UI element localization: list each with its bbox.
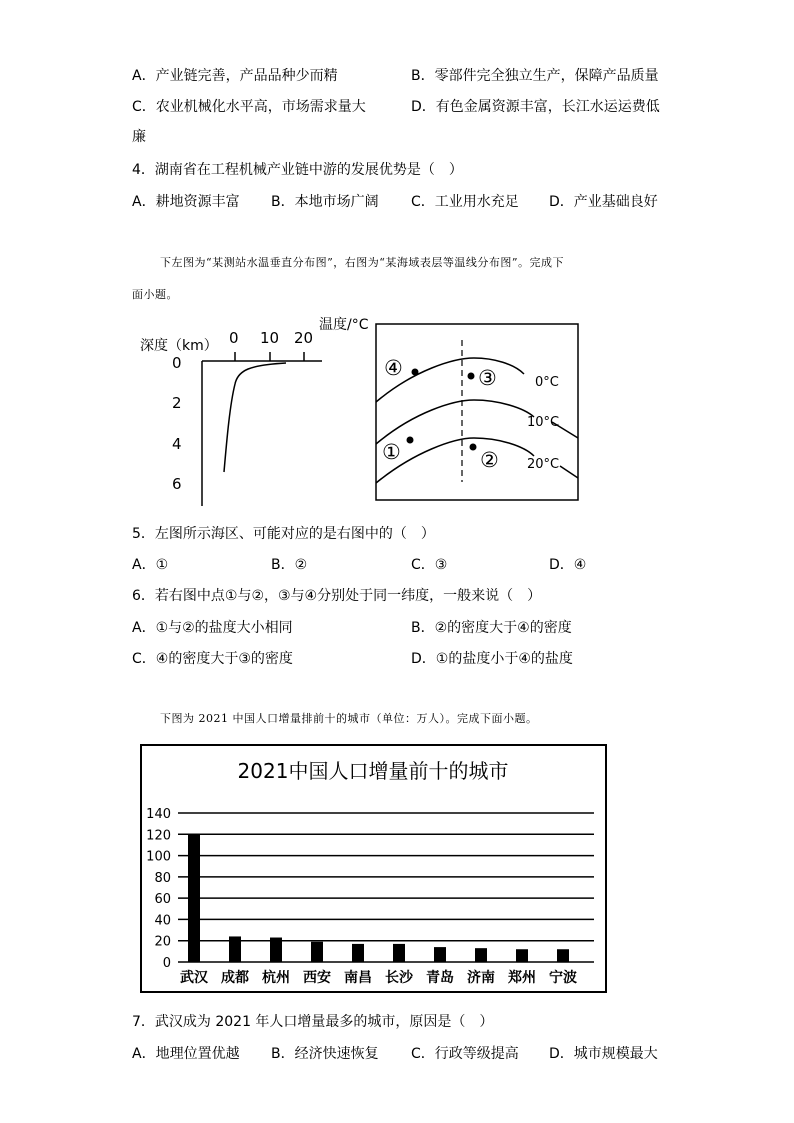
temp-tick-0: 0 <box>229 329 239 347</box>
point-1-label: ① <box>382 440 401 464</box>
point-2-label: ② <box>480 448 499 472</box>
q5-option-b: B．② <box>271 557 308 573</box>
q7-option-c: C．行政等级提高 <box>411 1046 519 1062</box>
y-tick-label: 120 <box>146 828 171 844</box>
q3-option-a: A．产业链完善，产品品种少而精 <box>132 68 338 84</box>
x-category-label: 青岛 <box>426 970 454 986</box>
population-increase-bar-chart <box>140 744 608 994</box>
q4-option-a: A．耕地资源丰富 <box>132 194 240 210</box>
intro-paragraph-line1: 下左图为“某测站水温垂直分布图”，右图为“某海域表层等温线分布图”。完成下 <box>160 256 564 269</box>
point-2-dot <box>470 444 477 451</box>
y-tick-label: 20 <box>154 934 171 950</box>
q7-option-d: D．城市规模最大 <box>549 1046 658 1062</box>
isotherm-map-frame <box>376 324 578 500</box>
y-tick-label: 100 <box>146 849 171 865</box>
isotherm-label-10: 10°C <box>527 415 560 430</box>
isotherm-label-20: 20°C <box>527 457 560 472</box>
water-temperature-profile-figure <box>130 312 380 512</box>
point-3-label: ③ <box>478 366 497 390</box>
bar <box>557 949 569 962</box>
depth-axis-label: 深度（km） <box>140 338 218 354</box>
temp-tick-10: 10 <box>260 329 280 347</box>
bar <box>393 944 405 962</box>
x-category-label: 郑州 <box>508 970 536 986</box>
y-tick-label: 40 <box>154 913 171 929</box>
chart-intro-text: 下图为 2021 中国人口增量排前十的城市（单位：万人）。完成下面小题。 <box>160 712 538 725</box>
q6-stem: 6．若右图中点①与②，③与④分别处于同一纬度，一般来说（ ） <box>132 588 542 604</box>
x-category-label: 西安 <box>303 970 331 986</box>
x-category-label: 宁波 <box>549 970 577 986</box>
bar <box>188 834 200 962</box>
chart-title: 2021中国人口增量前十的城市 <box>237 759 509 783</box>
q6-option-d: D．①的盐度小于④的盐度 <box>411 651 573 667</box>
q7-option-a: A．地理位置优越 <box>132 1046 240 1062</box>
x-category-label: 杭州 <box>262 970 290 986</box>
q3-option-d-wrap: 廉 <box>132 129 146 145</box>
q6-option-c: C．④的密度大于③的密度 <box>132 651 293 667</box>
q4-option-b: B．本地市场广阔 <box>271 194 379 210</box>
bar <box>229 936 241 962</box>
q5-option-a: A．① <box>132 557 169 573</box>
q5-option-c: C．③ <box>411 557 448 573</box>
point-4-dot <box>412 369 419 376</box>
x-category-label: 成都 <box>221 970 249 986</box>
bar <box>352 944 364 962</box>
q7-option-b: B．经济快速恢复 <box>271 1046 379 1062</box>
q6-option-b: B．②的密度大于④的密度 <box>411 620 572 636</box>
surface-isotherm-figure <box>374 322 584 504</box>
q3-option-b: B．零部件完全独立生产，保障产品质量 <box>411 68 659 84</box>
x-category-label: 武汉 <box>180 970 208 986</box>
isotherm-label-0: 0°C <box>535 375 559 390</box>
depth-tick-6: 6 <box>172 475 182 493</box>
temperature-axis-label: 温度/°C <box>319 317 369 333</box>
bar <box>311 942 323 962</box>
point-3-dot <box>468 373 475 380</box>
bar <box>516 949 528 962</box>
bar <box>475 948 487 962</box>
temperature-curve <box>224 363 286 472</box>
q3-option-d: D．有色金属资源丰富，长江水运运费低 <box>411 99 660 115</box>
bar <box>434 947 446 962</box>
y-tick-label: 0 <box>162 956 171 971</box>
depth-tick-4: 4 <box>172 435 182 453</box>
point-4-label: ④ <box>384 356 403 380</box>
y-tick-label: 140 <box>146 807 171 822</box>
x-category-label: 南昌 <box>344 970 372 986</box>
q6-option-a: A．①与②的盐度大小相同 <box>132 620 293 636</box>
q4-option-d: D．产业基础良好 <box>549 194 658 210</box>
q5-option-d: D．④ <box>549 557 587 573</box>
x-category-label: 济南 <box>467 970 495 986</box>
depth-tick-2: 2 <box>172 394 182 412</box>
depth-tick-0: 0 <box>172 354 182 372</box>
q4-stem: 4．湖南省在工程机械产业链中游的发展优势是（ ） <box>132 162 463 178</box>
bar <box>270 938 282 962</box>
x-category-label: 长沙 <box>385 970 413 986</box>
q5-stem: 5．左图所示海区、可能对应的是右图中的（ ） <box>132 526 435 542</box>
y-tick-label: 60 <box>154 892 171 908</box>
q4-option-c: C．工业用水充足 <box>411 194 519 210</box>
point-1-dot <box>407 437 414 444</box>
intro-paragraph-line2: 面小题。 <box>132 288 178 301</box>
q3-option-c: C．农业机械化水平高，市场需求量大 <box>132 99 366 115</box>
y-tick-label: 80 <box>154 870 171 886</box>
temp-tick-20: 20 <box>294 329 314 347</box>
q7-stem: 7．武汉成为 2021 年人口增量最多的城市，原因是（ ） <box>132 1014 494 1030</box>
